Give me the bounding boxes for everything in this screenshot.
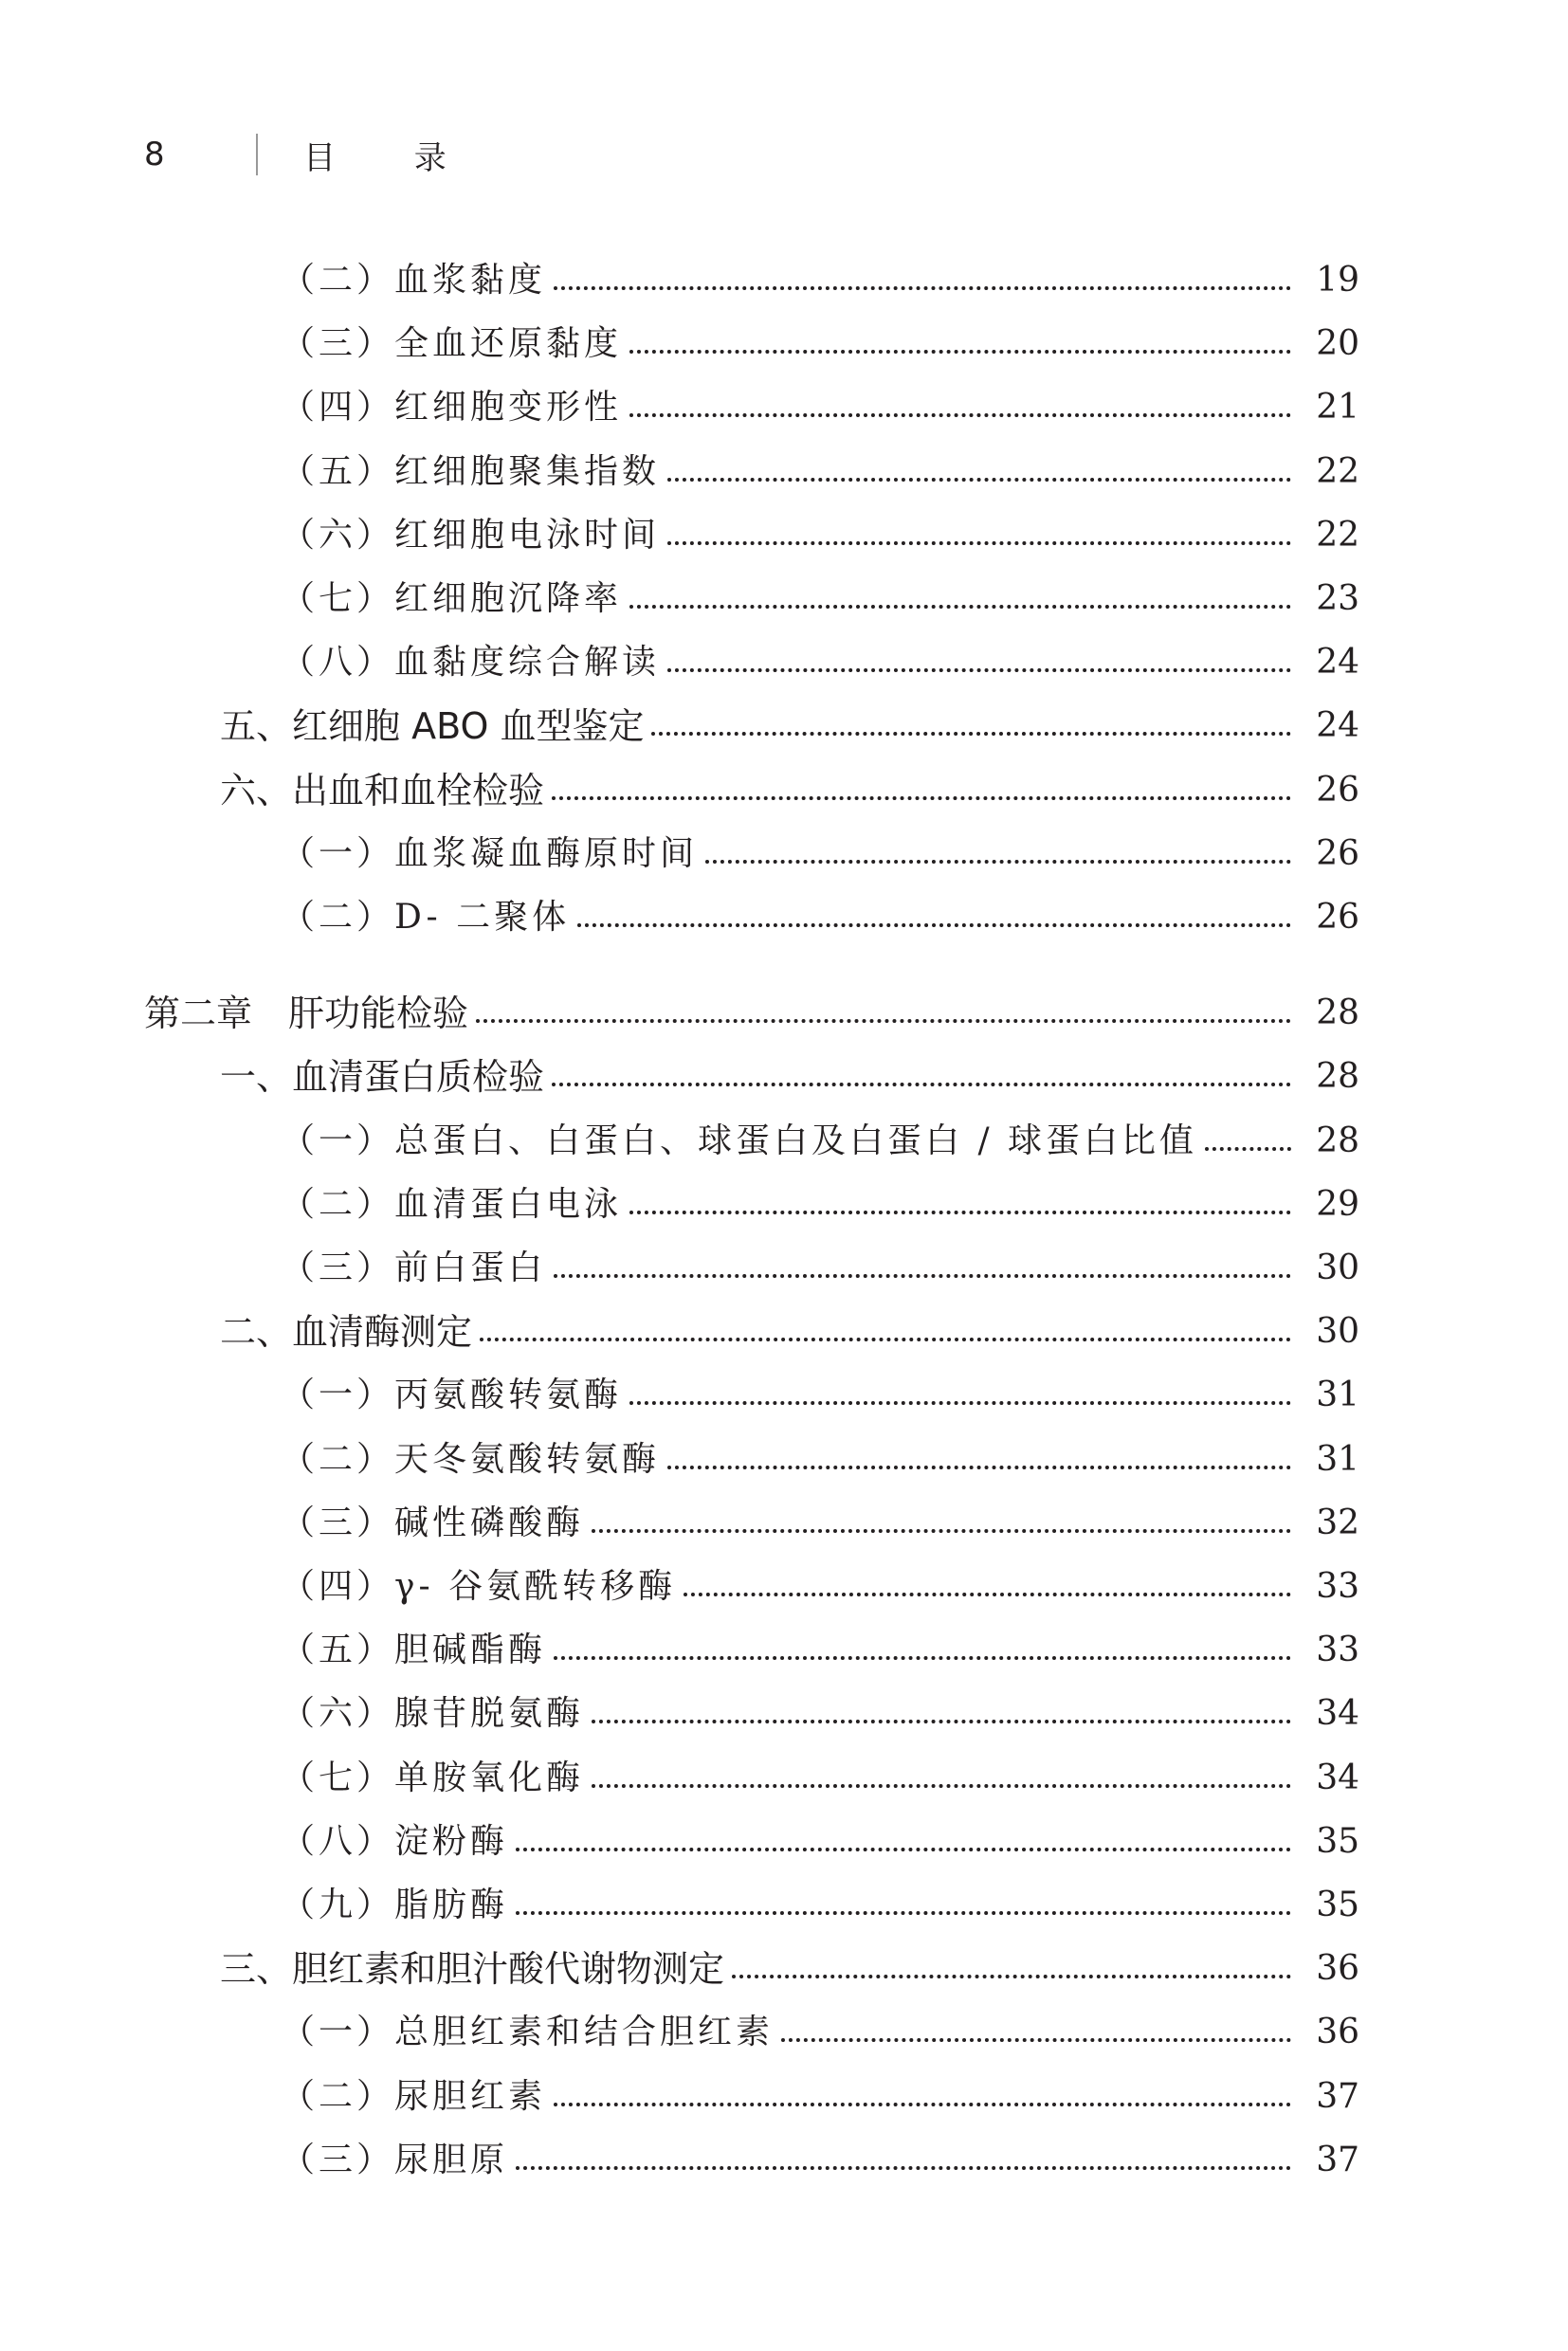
toc-entry-title: （八）淀粉酶: [281, 1822, 509, 1861]
dot-leader: [577, 923, 1291, 927]
toc-entry-title: （四）γ- 谷氨酰转移酶: [281, 1567, 677, 1606]
running-header: [144, 131, 481, 178]
toc-entry-title: （一）总蛋白、白蛋白、球蛋白及白蛋白 / 球蛋白比值: [281, 1121, 1198, 1160]
toc-entry: [0, 446, 1359, 499]
toc-entry-page: 34: [1316, 1694, 1359, 1733]
dot-leader: [592, 1529, 1291, 1533]
toc-entry: [0, 1305, 1359, 1358]
toc-entry-title: （二）血清蛋白电泳: [281, 1185, 623, 1224]
toc-entry: [0, 987, 1359, 1040]
dot-leader: [476, 1019, 1291, 1023]
toc-entry: [0, 1178, 1359, 1231]
toc-entry-title: （五）红细胞聚集指数: [281, 452, 661, 491]
toc-entry: [0, 636, 1359, 689]
toc-entry-title: 六、出血和血栓检验: [220, 770, 545, 811]
toc-entry-title: 二、血清酶测定: [220, 1311, 473, 1353]
toc-entry: [0, 509, 1359, 562]
dot-leader: [554, 1656, 1291, 1660]
toc-entry-title: （九）脂肪酶: [281, 1886, 509, 1924]
dot-leader: [684, 1593, 1291, 1596]
toc-entry: [0, 1369, 1359, 1422]
toc-entry-title: 第二章 肝功能检验: [144, 993, 469, 1034]
dot-leader: [781, 2038, 1291, 2042]
toc-entry: [0, 1560, 1359, 1613]
toc-entry-page: 35: [1316, 1822, 1359, 1861]
dot-leader: [667, 541, 1291, 545]
toc-entry-page: 26: [1316, 898, 1359, 937]
toc-entry-page: 20: [1316, 324, 1359, 363]
toc-entry: [0, 1115, 1359, 1168]
toc-entry-title: （二）血浆黏度: [281, 261, 547, 300]
dot-leader: [667, 478, 1291, 482]
toc-entry: [0, 828, 1359, 881]
toc-entry-title: （四）红细胞变形性: [281, 388, 623, 427]
toc-entry: [0, 381, 1359, 434]
toc-entry-page: 37: [1316, 2141, 1359, 2179]
toc-entry: [0, 891, 1359, 944]
toc-entry: [0, 1687, 1359, 1740]
dot-leader: [592, 1720, 1291, 1723]
toc-entry: [0, 2006, 1359, 2059]
toc-entry: [0, 2070, 1359, 2123]
dot-leader: [629, 1211, 1291, 1214]
toc-entry-page: 28: [1316, 1057, 1359, 1096]
dot-leader: [554, 2103, 1291, 2106]
toc-entry: [0, 1050, 1359, 1103]
toc-entry-page: 28: [1316, 1121, 1359, 1160]
toc-entry-title: （一）总胆红素和结合胆红素: [281, 2013, 775, 2051]
toc-entry-title: （一）丙氨酸转氨酶: [281, 1376, 623, 1414]
toc-entry-title: （三）尿胆原: [281, 2141, 509, 2179]
dot-leader: [554, 286, 1291, 290]
toc-entry: [0, 1879, 1359, 1932]
toc-entry-page: 22: [1316, 516, 1359, 555]
toc-entry-page: 33: [1316, 1631, 1359, 1669]
dot-leader: [1205, 1147, 1291, 1151]
dot-leader: [629, 605, 1291, 609]
toc-entry-title: （七）红细胞沉降率: [281, 579, 623, 618]
toc-entry-title: （五）胆碱酯酶: [281, 1631, 547, 1669]
toc-entry: [0, 1942, 1359, 1996]
dot-leader: [552, 796, 1291, 800]
dot-leader: [629, 1401, 1291, 1405]
header-divider: [256, 134, 258, 175]
toc-entry-page: 36: [1316, 2013, 1359, 2051]
toc-entry: [0, 1752, 1359, 1805]
toc-entry-title: （六）腺苷脱氨酶: [281, 1694, 585, 1733]
toc-entry-page: 31: [1316, 1376, 1359, 1414]
toc-entry: [0, 318, 1359, 371]
dot-leader: [705, 860, 1291, 864]
toc-entry-page: 24: [1316, 706, 1359, 745]
dot-leader: [552, 1083, 1291, 1086]
toc-entry-title: 五、红细胞 ABO 血型鉴定: [220, 705, 645, 747]
toc-entry: [0, 1242, 1359, 1295]
page-number: 8: [144, 136, 165, 173]
toc-entry-title: 三、胆红素和胆汁酸代谢物测定: [220, 1948, 725, 1990]
toc-entry-page: 22: [1316, 452, 1359, 491]
dot-leader: [667, 668, 1291, 672]
header-title: 目 录: [303, 138, 481, 177]
toc-entry-page: 23: [1316, 579, 1359, 618]
dot-leader: [554, 1274, 1291, 1278]
toc-entry: [0, 2134, 1359, 2187]
toc-entry-page: 34: [1316, 1759, 1359, 1797]
toc-entry-title: 一、血清蛋白质检验: [220, 1056, 545, 1098]
toc-entry-page: 36: [1316, 1949, 1359, 1988]
toc-entry-page: 21: [1316, 388, 1359, 427]
toc-entry: [0, 1497, 1359, 1550]
dot-leader: [629, 413, 1291, 417]
toc-entry-title: （二）天冬氨酸转氨酶: [281, 1440, 661, 1479]
toc-entry-page: 26: [1316, 834, 1359, 873]
toc-entry-page: 28: [1316, 993, 1359, 1032]
toc-entry: [0, 573, 1359, 626]
toc-entry-page: 30: [1316, 1248, 1359, 1287]
toc-entry-title: （二）D- 二聚体: [281, 898, 571, 937]
toc-entry-page: 19: [1316, 261, 1359, 300]
toc-entry: [0, 254, 1359, 307]
toc-entry-page: 29: [1316, 1185, 1359, 1224]
dot-leader: [667, 1466, 1291, 1469]
toc-entry-page: 33: [1316, 1567, 1359, 1606]
toc-entry-page: 24: [1316, 643, 1359, 682]
toc-entry-page: 35: [1316, 1886, 1359, 1924]
toc-entry-title: （一）血浆凝血酶原时间: [281, 834, 699, 873]
toc-entry-page: 26: [1316, 771, 1359, 810]
toc-entry: [0, 1815, 1359, 1868]
dot-leader: [516, 1848, 1291, 1851]
dot-leader: [516, 2166, 1291, 2170]
toc-entry-title: （三）前白蛋白: [281, 1248, 547, 1287]
toc-entry-page: 31: [1316, 1440, 1359, 1479]
toc-entry-title: （二）尿胆红素: [281, 2077, 547, 2116]
toc-entry-page: 30: [1316, 1312, 1359, 1351]
toc-entry-title: （八）血黏度综合解读: [281, 643, 661, 682]
toc-entry: [0, 1624, 1359, 1677]
toc-entry-page: 32: [1316, 1504, 1359, 1542]
toc-entry-page: 37: [1316, 2077, 1359, 2116]
dot-leader: [592, 1784, 1291, 1788]
dot-leader: [516, 1911, 1291, 1915]
toc-entry-title: （七）单胺氧化酶: [281, 1759, 585, 1797]
toc-entry: [0, 1433, 1359, 1486]
toc-entry-title: （六）红细胞电泳时间: [281, 516, 661, 555]
dot-leader: [651, 732, 1291, 736]
dot-leader: [480, 1338, 1291, 1341]
dot-leader: [732, 1975, 1291, 1978]
toc-entry: [0, 700, 1359, 753]
toc-entry-title: （三）碱性磷酸酶: [281, 1504, 585, 1542]
toc-entry: [0, 764, 1359, 817]
dot-leader: [629, 350, 1291, 354]
toc-entry-title: （三）全血还原黏度: [281, 324, 623, 363]
